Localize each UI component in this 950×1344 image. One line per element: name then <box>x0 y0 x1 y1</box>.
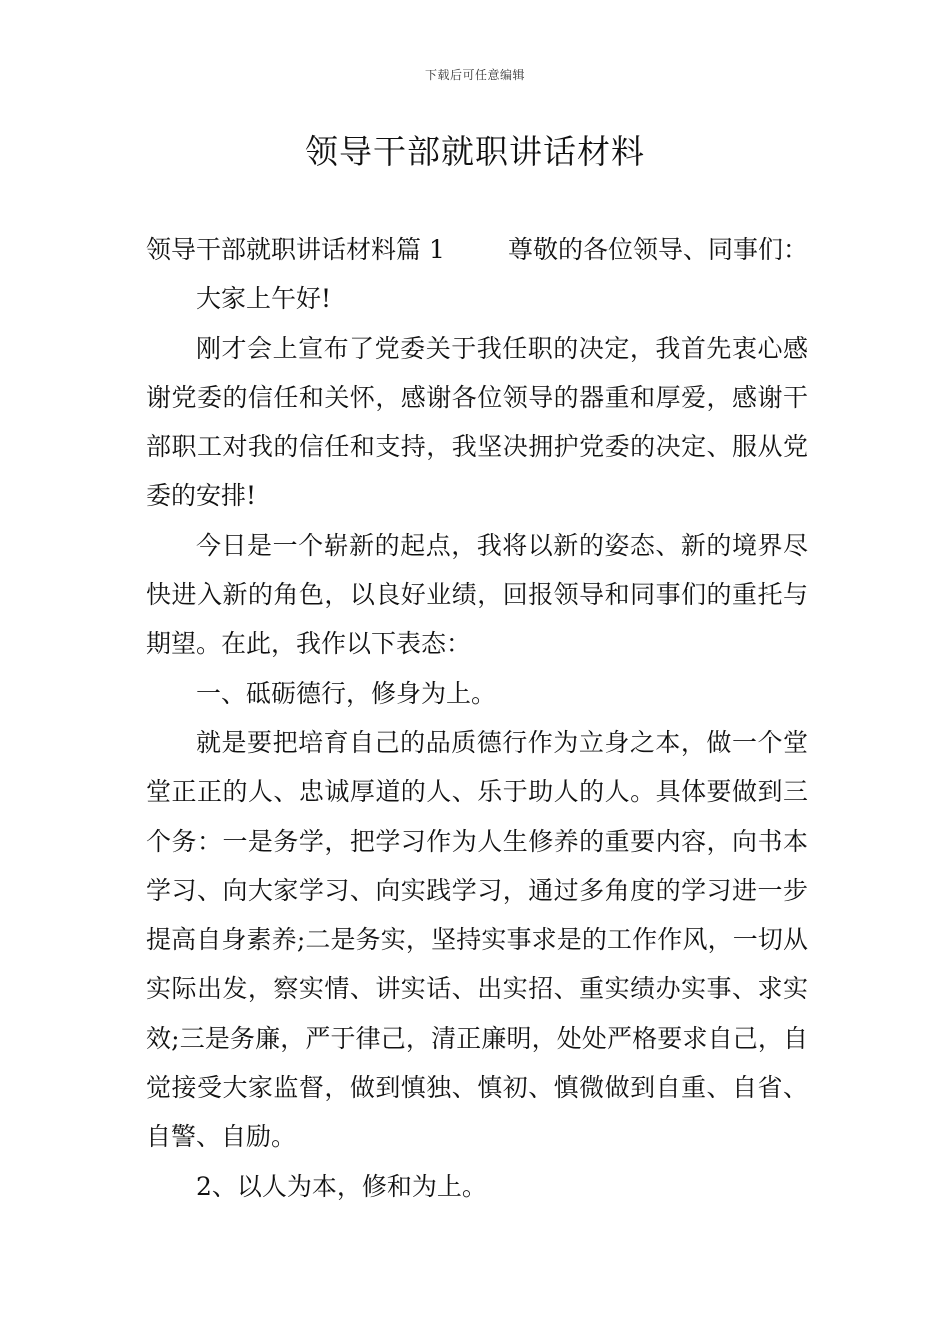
section-label: 领导干部就职讲话材料篇 1 <box>146 235 445 264</box>
intro-line <box>146 225 808 274</box>
paragraph: 大家上午好! <box>196 284 332 314</box>
header-note: 下载后可任意编辑 <box>424 68 525 82</box>
document-body <box>146 225 808 1211</box>
paragraph: 刚才会上宣布了党委关于我任职的决定，我首先衷心感谢党委的信任和关怀，感谢各位领导的器重和厚爱，感谢干部职工对我的信任和支持，我坚决拥护党委的决定、服从党委的安排! <box>146 333 808 511</box>
paragraph: 就是要把培育自己的品质德行作为立身之本，做一个堂堂正正的人、忠诚厚道的人、乐于助人的人。具体要做到三个务：一是务学，把学习作为人生修养的重要内容，向书本学习、向大家学习、向实践学习，通过多角度的学习进一步提高自身素养;二是务实，坚持实事求是的工作作风，一切从实际出发，察实情、讲实话、出实招、重实绩办实事、求实效;三是务廉，严于律己，清正廉明，处处严格要求自己，自觉接受大家监督，做到慎独、慎初、慎微做到自重、自省、自警、自励。 <box>146 727 808 1152</box>
salutation: 尊敬的各位领导、同事们： <box>507 235 808 264</box>
document-title: 领导干部就职讲话材料 <box>305 132 645 171</box>
section-heading: 2、以人为本，修和为上。 <box>196 1171 487 1201</box>
section-heading: 一、砥砺德行，修身为上。 <box>196 678 497 708</box>
paragraph: 今日是一个崭新的起点，我将以新的姿态、新的境界尽快进入新的角色，以良好业绩，回报领导和同事们的重托与期望。在此，我作以下表态： <box>146 530 808 659</box>
